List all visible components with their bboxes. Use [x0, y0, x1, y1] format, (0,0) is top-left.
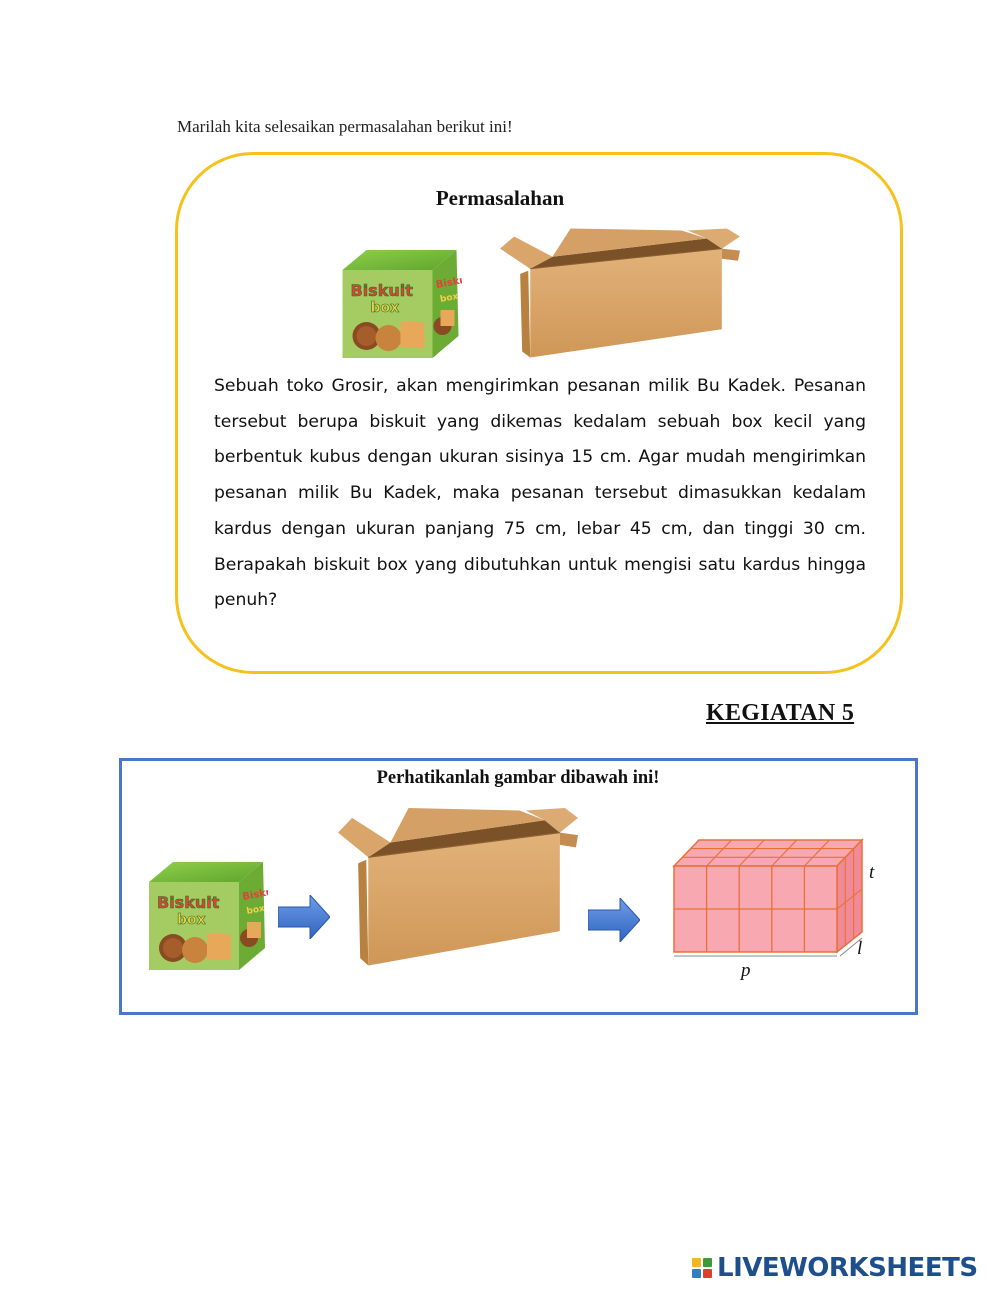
biscuit-box-icon	[336, 248, 462, 360]
intro-text: Marilah kita selesaikan permasalahan berikut ini!	[177, 117, 513, 136]
label-length: p	[741, 960, 751, 981]
label-height: t	[869, 862, 875, 883]
cardboard-box-icon	[500, 228, 742, 360]
cardboard-box-icon	[338, 808, 580, 968]
activity-heading: KEGIATAN 5	[706, 700, 855, 726]
brand-text: LIVEWORKSHEETS	[717, 1253, 978, 1283]
cube-stack-icon	[664, 832, 874, 962]
label-width: l	[857, 938, 863, 959]
footer-brand[interactable]	[692, 1253, 978, 1283]
problem-text: Sebuah toko Grosir, akan mengirimkan pesanan milik Bu Kadek. Pesanan tersebut berupa biskuit yang dikemas kedalam sebuah box kecil yang berbentuk kubus dengan ukuran sisinya 15 cm. Agar mudah mengirimkan pesanan milik Bu Kadek, maka pesanan tersebut dimasukkan kedalam kardus dengan ukuran panjang 75 cm, lebar 45 cm, dan tinggi 30 cm. Berapakah biskuit box yang dibutuhkan untuk mengisi satu kardus hingga penuh?	[214, 376, 866, 611]
liveworksheets-logo-icon	[692, 1258, 712, 1278]
problem-title: Permasalahan	[435, 186, 565, 210]
right-arrow-icon	[278, 895, 330, 939]
activity-title: Perhatikanlah gambar dibawah ini!	[376, 768, 660, 788]
biscuit-box-icon	[143, 860, 268, 972]
right-arrow-icon	[588, 898, 640, 942]
